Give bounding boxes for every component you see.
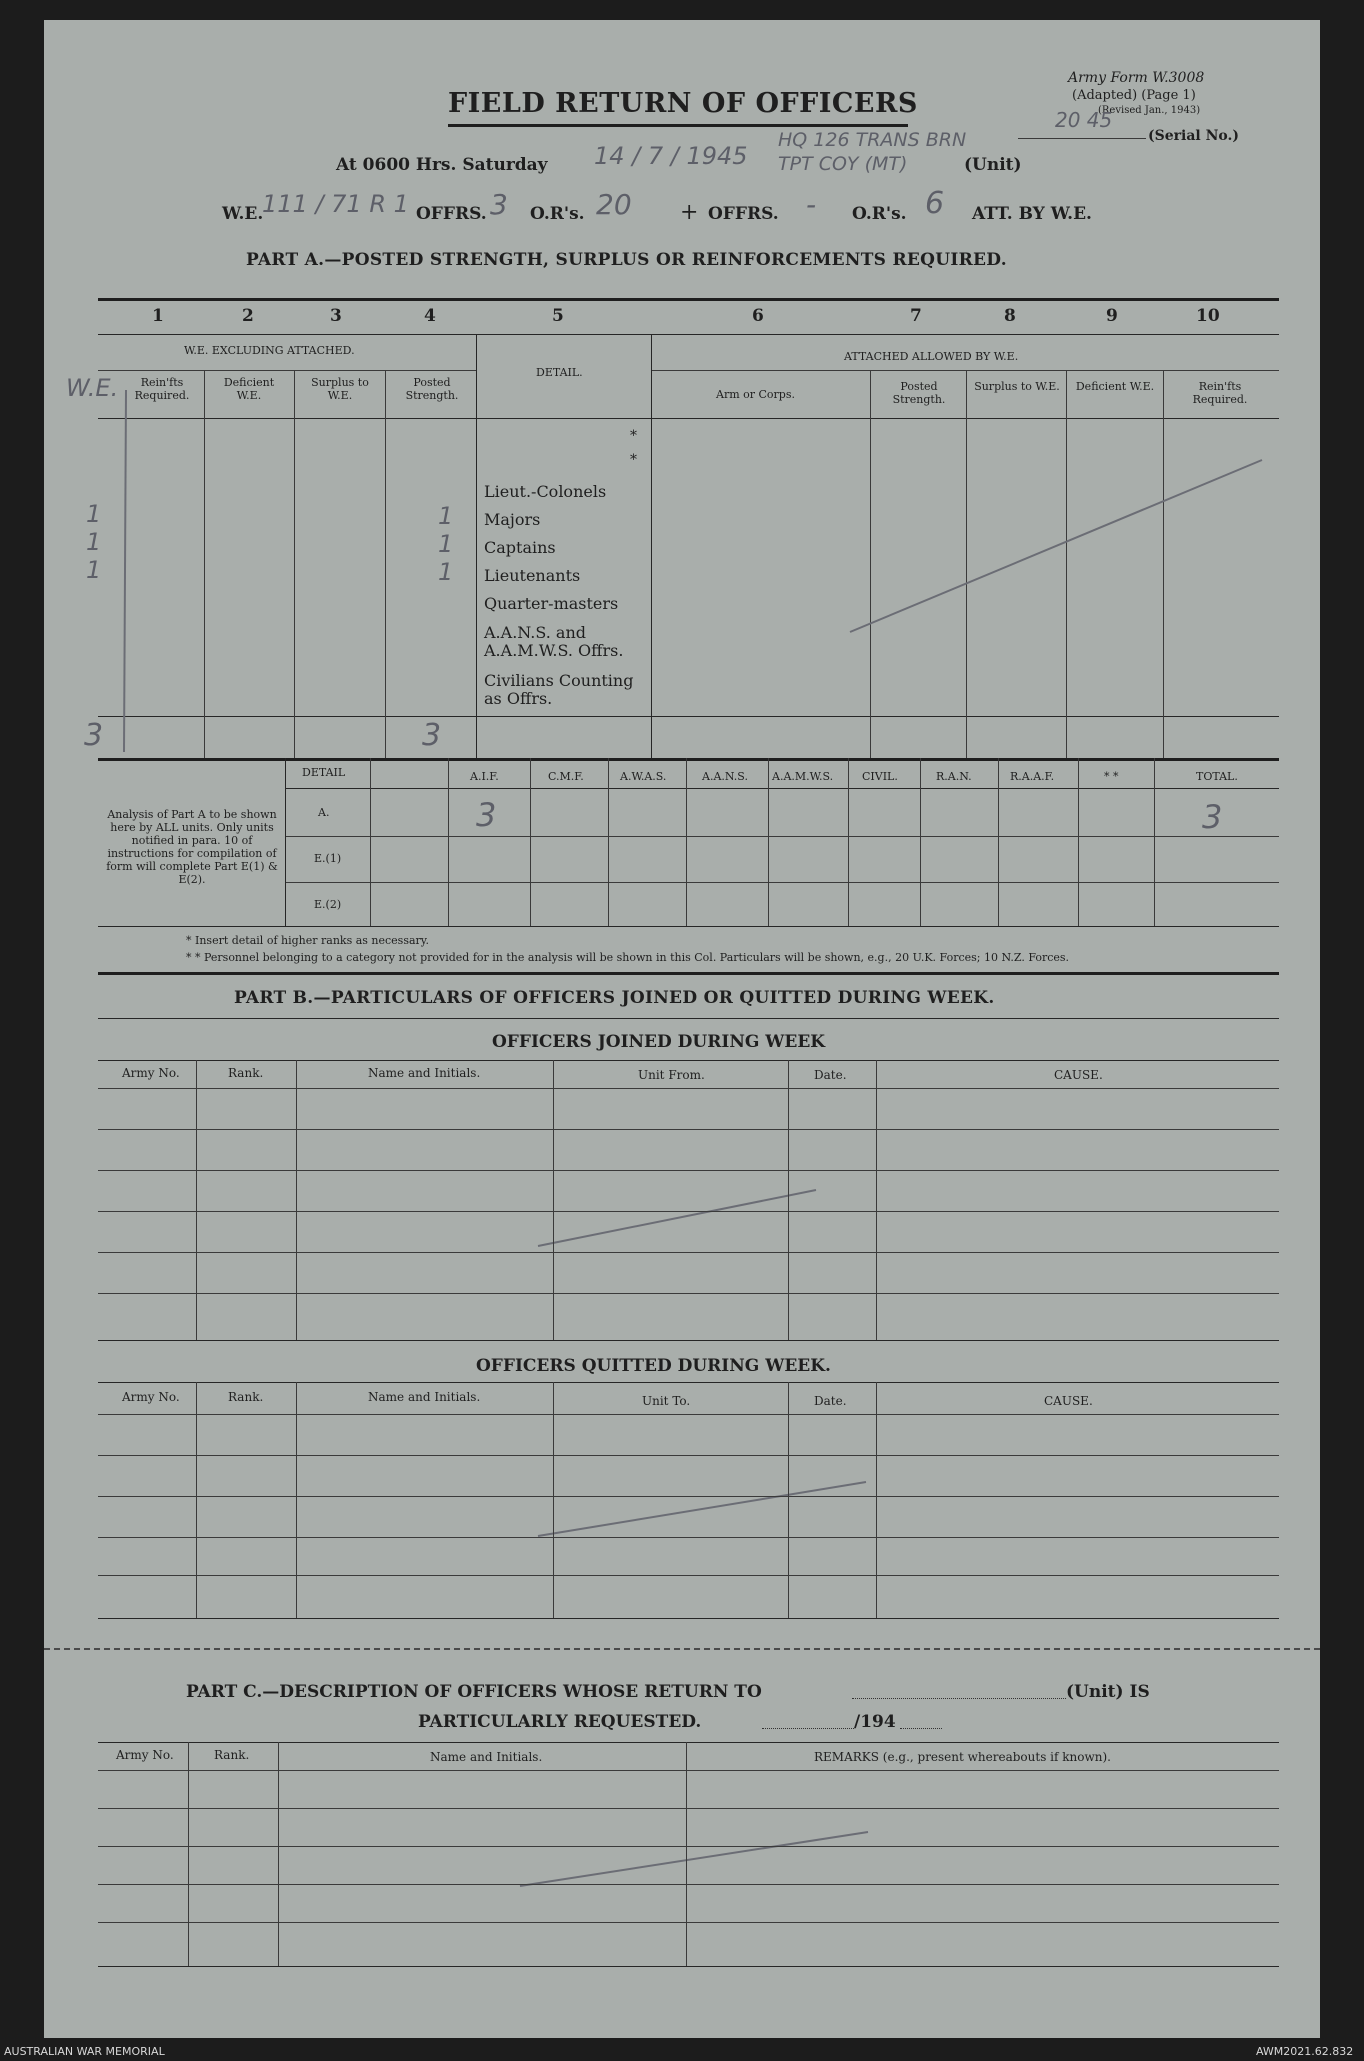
att-by-we-label: ATT. BY W.E. [972, 204, 1092, 224]
rank-captains: Captains [484, 538, 556, 557]
joined-name-header: Name and Initials. [368, 1066, 481, 1080]
rank-asterisk-2: * [630, 452, 637, 468]
part-c-rank-header: Rank. [214, 1748, 250, 1762]
adapted-label: (Adapted) (Page 1) [1072, 88, 1196, 103]
joined-rank-header: Rank. [228, 1066, 264, 1080]
analysis-aif-handwritten: 3 [476, 796, 497, 834]
attached-allowed-by-we: ATTACHED ALLOWED BY W.E. [844, 350, 1019, 363]
we-label: W.E. [222, 204, 264, 224]
deficient-we-header: Deficient W.E. [223, 376, 275, 402]
ors-label: O.R's. [530, 204, 585, 224]
col1-total-handwritten: 3 [84, 718, 104, 753]
unit-handwritten: HQ 126 TRANS BRN TPT COY (MT) [778, 129, 967, 175]
part-c-remarks-header: REMARKS (e.g., present whereabouts if known). [814, 1750, 1111, 1764]
analysis-civil-header: CIVIL. [862, 770, 898, 783]
col4-total-handwritten: 3 [422, 718, 442, 753]
part-c-year-blank [900, 1728, 942, 1729]
offrs-label: OFFRS. [416, 204, 487, 224]
part-c-unit-blank [852, 1698, 1066, 1699]
col-number-9: 9 [1106, 306, 1118, 326]
we-handwritten: 111 / 71 R 1 [262, 190, 409, 218]
rank-lieutenants: Lieutenants [484, 566, 581, 585]
quitted-cause-header: CAUSE. [1044, 1394, 1093, 1408]
col1-captains-handwritten: 1 [86, 528, 102, 556]
analysis-row-e2: E.(2) [314, 898, 342, 911]
col4-captains-handwritten: 1 [438, 530, 454, 558]
footer-credit: AUSTRALIAN WAR MEMORIAL [4, 2045, 165, 2058]
analysis-row-e1: E.(1) [314, 852, 342, 865]
we-margin-handwritten: W.E. [66, 374, 119, 402]
rank-civilians: Civilians Counting as Offrs. [484, 671, 634, 708]
right-reinfts-header: Rein'fts Required. [1192, 380, 1248, 406]
quitted-title: OFFICERS QUITTED DURING WEEK. [476, 1356, 831, 1376]
col-number-4: 4 [424, 306, 436, 326]
joined-title: OFFICERS JOINED DURING WEEK [492, 1032, 826, 1052]
joined-army-no-header: Army No. [122, 1066, 180, 1080]
date-handwritten: 14 / 7 / 1945 [594, 142, 748, 170]
part-b-rule [98, 1018, 1279, 1019]
unit-label: (Unit) [964, 155, 1022, 175]
surplus-to-we-header: Surplus to W.E. [311, 376, 369, 402]
army-form-number: Army Form W.3008 [1068, 70, 1205, 86]
footnote-1: * Insert detail of higher ranks as necessary. [186, 934, 430, 947]
serial-label: (Serial No.) [1148, 128, 1239, 144]
analysis-ran-header: R.A.N. [936, 770, 972, 783]
form-title: FIELD RETURN OF OFFICERS [448, 88, 918, 119]
rank-asterisk-1: * [630, 428, 637, 444]
analysis-total-header: TOTAL. [1196, 770, 1238, 783]
col4-lieutenants-handwritten: 1 [438, 558, 454, 586]
perforation-line [44, 1648, 1320, 1650]
right-posted-strength-header: Posted Strength. [892, 380, 946, 406]
part-c-name-header: Name and Initials. [430, 1750, 543, 1764]
posted-strength-header: Posted Strength. [405, 376, 459, 402]
part-c-army-no-header: Army No. [116, 1748, 174, 1762]
analysis-other-header: * * [1104, 770, 1119, 783]
ors-attached-label: O.R's. [852, 204, 907, 224]
col-number-10: 10 [1196, 306, 1220, 326]
analysis-cmf-header: C.M.F. [548, 770, 584, 783]
analysis-total-handwritten: 3 [1202, 798, 1223, 836]
col4-majors-handwritten: 1 [438, 502, 454, 530]
arm-or-corps-header: Arm or Corps. [716, 388, 795, 401]
serial-number-handwritten: 20 45 [1055, 108, 1113, 132]
part-b-top-rule [98, 972, 1279, 975]
offrs-handwritten: 3 [490, 188, 508, 221]
analysis-aamws-header: A.A.M.W.S. [772, 770, 834, 783]
part-c-date-tail: /194 [854, 1712, 896, 1732]
col1-majors-handwritten: 1 [86, 500, 102, 528]
footer-accession: AWM2021.62.832 [1256, 2045, 1354, 2058]
detail-header: DETAIL. [536, 366, 583, 379]
ors-attached-handwritten: 6 [925, 186, 945, 221]
analysis-raaf-header: R.A.A.F. [1010, 770, 1055, 783]
quitted-army-no-header: Army No. [122, 1390, 180, 1404]
offrs-attached-label: OFFRS. [708, 204, 779, 224]
offrs-attached-handwritten: - [806, 188, 817, 221]
col-number-8: 8 [1004, 306, 1016, 326]
col-number-7: 7 [910, 306, 922, 326]
quitted-unit-to-header: Unit To. [642, 1394, 691, 1408]
quitted-date-header: Date. [814, 1394, 847, 1408]
we-excluding-attached: W.E. EXCLUDING ATTACHED. [184, 344, 355, 357]
joined-date-header: Date. [814, 1068, 847, 1082]
part-a-title: PART A.—POSTED STRENGTH, SURPLUS OR REINFORCEMENTS REQUIRED. [246, 250, 1007, 270]
analysis-awas-header: A.W.A.S. [620, 770, 667, 783]
analysis-detail-header: DETAIL [302, 766, 346, 779]
part-c-date-blank [762, 1728, 854, 1729]
analysis-aif-header: A.I.F. [470, 770, 499, 783]
plus-sign: + [680, 200, 699, 225]
col-number-2: 2 [242, 306, 254, 326]
analysis-aans-header: A.A.N.S. [702, 770, 748, 783]
joined-cause-header: CAUSE. [1054, 1068, 1103, 1082]
part-c-unit-is: (Unit) IS [1066, 1682, 1150, 1702]
joined-unit-from-header: Unit From. [638, 1068, 705, 1082]
rank-quarter-masters: Quarter-masters [484, 594, 619, 613]
analysis-row-a: A. [318, 806, 330, 819]
rank-majors: Majors [484, 510, 541, 529]
analysis-note: Analysis of Part A to be shown here by ALL units. Only units notified in para. 10 of instructions for compilation of form will complete Part E(1) & E(2). [106, 808, 278, 886]
col-number-3: 3 [330, 306, 342, 326]
part-c-particularly-requested: PARTICULARLY REQUESTED. [418, 1712, 702, 1732]
col-number-6: 6 [752, 306, 764, 326]
right-deficient-header: Deficient W.E. [1075, 380, 1155, 393]
col1-lieutenants-handwritten: 1 [86, 556, 102, 584]
revised-label: (Revised Jan., 1943) [1098, 105, 1201, 116]
footnote-2: * * Personnel belonging to a category not provided for in the analysis will be shown in this Col. Particulars will be shown, e.g., 20 U.K. Forces; 10 N.Z. Forces. [186, 951, 1070, 964]
ors-handwritten: 20 [596, 188, 632, 221]
quitted-rank-header: Rank. [228, 1390, 264, 1404]
col-number-5: 5 [552, 306, 564, 326]
rank-lieut-colonels: Lieut.-Colonels [484, 482, 607, 501]
at-hours-label: At 0600 Hrs. Saturday [336, 155, 548, 175]
quitted-name-header: Name and Initials. [368, 1390, 481, 1404]
rank-aans-aamws: A.A.N.S. and A.A.M.W.S. Offrs. [484, 623, 624, 660]
part-b-title: PART B.—PARTICULARS OF OFFICERS JOINED OR QUITTED DURING WEEK. [234, 988, 995, 1008]
part-c-title: PART C.—DESCRIPTION OF OFFICERS WHOSE RETURN TO [186, 1682, 762, 1702]
right-surplus-header: Surplus to W.E. [974, 380, 1060, 393]
col-number-1: 1 [152, 306, 164, 326]
reinfts-required-header: Rein'fts Required. [134, 376, 190, 402]
